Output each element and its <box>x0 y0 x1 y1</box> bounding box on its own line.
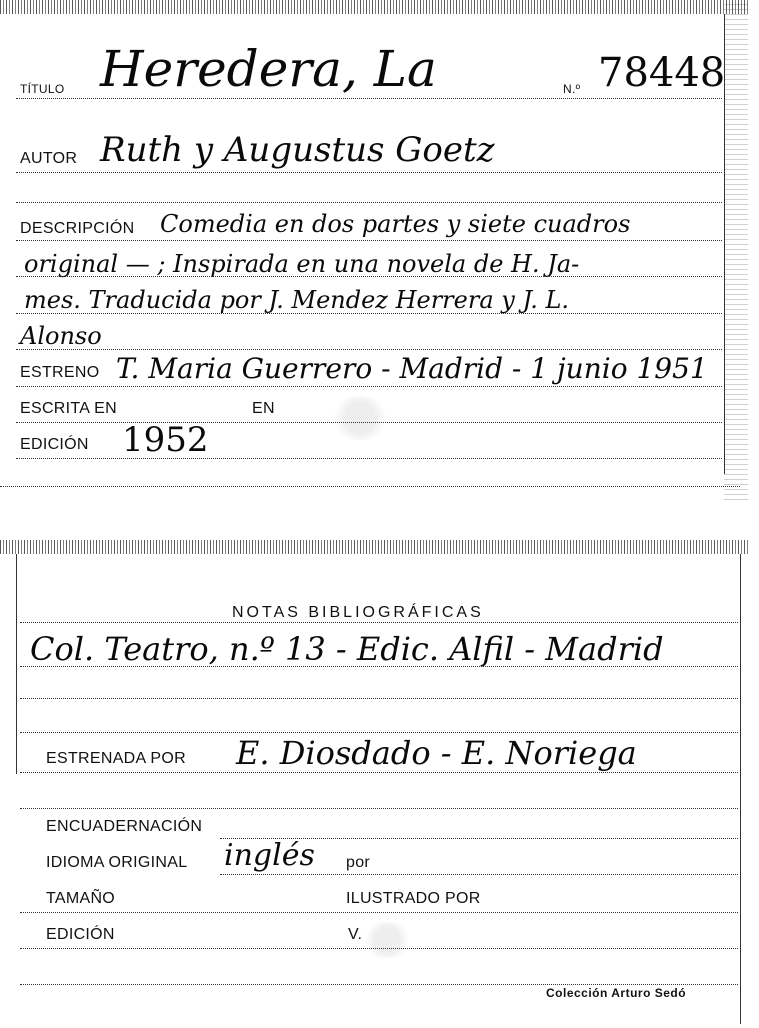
descripcion-rule-3 <box>16 313 722 314</box>
card-border-left <box>16 554 17 774</box>
notas-value: Col. Teatro, n.º 13 - Edic. Alfil - Madrid <box>30 630 664 668</box>
estrenada-por-label: ESTRENADA POR <box>46 750 186 767</box>
card-edge-texture-right <box>724 0 748 500</box>
notes-card <box>0 540 748 1028</box>
titulo-label: TÍTULO <box>20 82 65 96</box>
notas-rule-1 <box>20 622 738 623</box>
notas-rule-3 <box>20 698 738 699</box>
estrenada-por-value: E. Diosdado - E. Noriega <box>236 734 637 772</box>
por-label: por <box>346 854 371 871</box>
descripcion-line-2: original — ; Inspirada en una novela de H. Ja- <box>24 250 580 278</box>
numero-label: N.º <box>563 82 581 96</box>
descripcion-line-4: Alonso <box>20 322 102 350</box>
tamano-label: TAMAÑO <box>46 890 116 907</box>
card-bottom-rule <box>0 486 740 487</box>
en-label: EN <box>252 400 275 417</box>
tamano-rule <box>20 912 738 913</box>
card-edge-texture <box>0 540 748 554</box>
descripcion-line-1: Comedia en dos partes y siete cuadros <box>160 210 631 238</box>
descripcion-line-3: mes. Traducida por J. Mendez Herrera y J. L. <box>24 286 570 314</box>
paper-smudge <box>330 396 390 440</box>
estreno-value: T. Maria Guerrero - Madrid - 1 junio 1951 <box>116 352 708 385</box>
idioma-original-label: IDIOMA ORIGINAL <box>46 854 188 871</box>
titulo-value: Heredera, La <box>100 40 437 98</box>
descripcion-label: DESCRIPCIÓN <box>20 220 135 237</box>
card-edge-texture <box>0 0 748 14</box>
blank-rule-1 <box>16 202 722 203</box>
edicion-value: 1952 <box>122 420 209 460</box>
descripcion-rule-2 <box>16 276 722 277</box>
v-label: V. <box>348 926 363 943</box>
ilustrado-por-label: ILUSTRADO POR <box>346 890 481 907</box>
descripcion-rule-1 <box>16 240 722 241</box>
autor-value: Ruth y Augustus Goetz <box>100 130 495 170</box>
edicion-label-2: EDICIÓN <box>46 926 115 943</box>
notas-heading: NOTAS BIBLIOGRÁFICAS <box>232 604 484 621</box>
estreno-rule <box>16 386 722 387</box>
estreno-label: ESTRENO <box>20 364 100 381</box>
title-card <box>0 0 748 492</box>
collection-footer: Colección Arturo Sedó <box>546 986 687 1000</box>
blank-rule-2 <box>20 808 738 809</box>
descripcion-rule-4 <box>16 349 722 350</box>
paper-smudge-2 <box>362 922 412 958</box>
titulo-rule <box>16 98 722 99</box>
autor-label: AUTOR <box>20 150 78 167</box>
notas-rule-4 <box>20 732 738 733</box>
card-border-right <box>740 554 741 1024</box>
numero-value: 78448 <box>598 50 726 96</box>
idioma-rule <box>220 874 738 875</box>
encuadernacion-label: ENCUADERNACIÓN <box>46 818 203 835</box>
notas-rule-2 <box>20 666 738 667</box>
estrenada-rule <box>20 772 738 773</box>
edicion-rule-2 <box>20 948 738 949</box>
final-rule <box>20 984 738 985</box>
edicion-label: EDICIÓN <box>20 436 89 453</box>
idioma-original-value: inglés <box>224 838 315 873</box>
edicion-rule <box>16 458 722 459</box>
escrita-en-label: ESCRITA EN <box>20 400 117 417</box>
autor-rule <box>16 172 722 173</box>
